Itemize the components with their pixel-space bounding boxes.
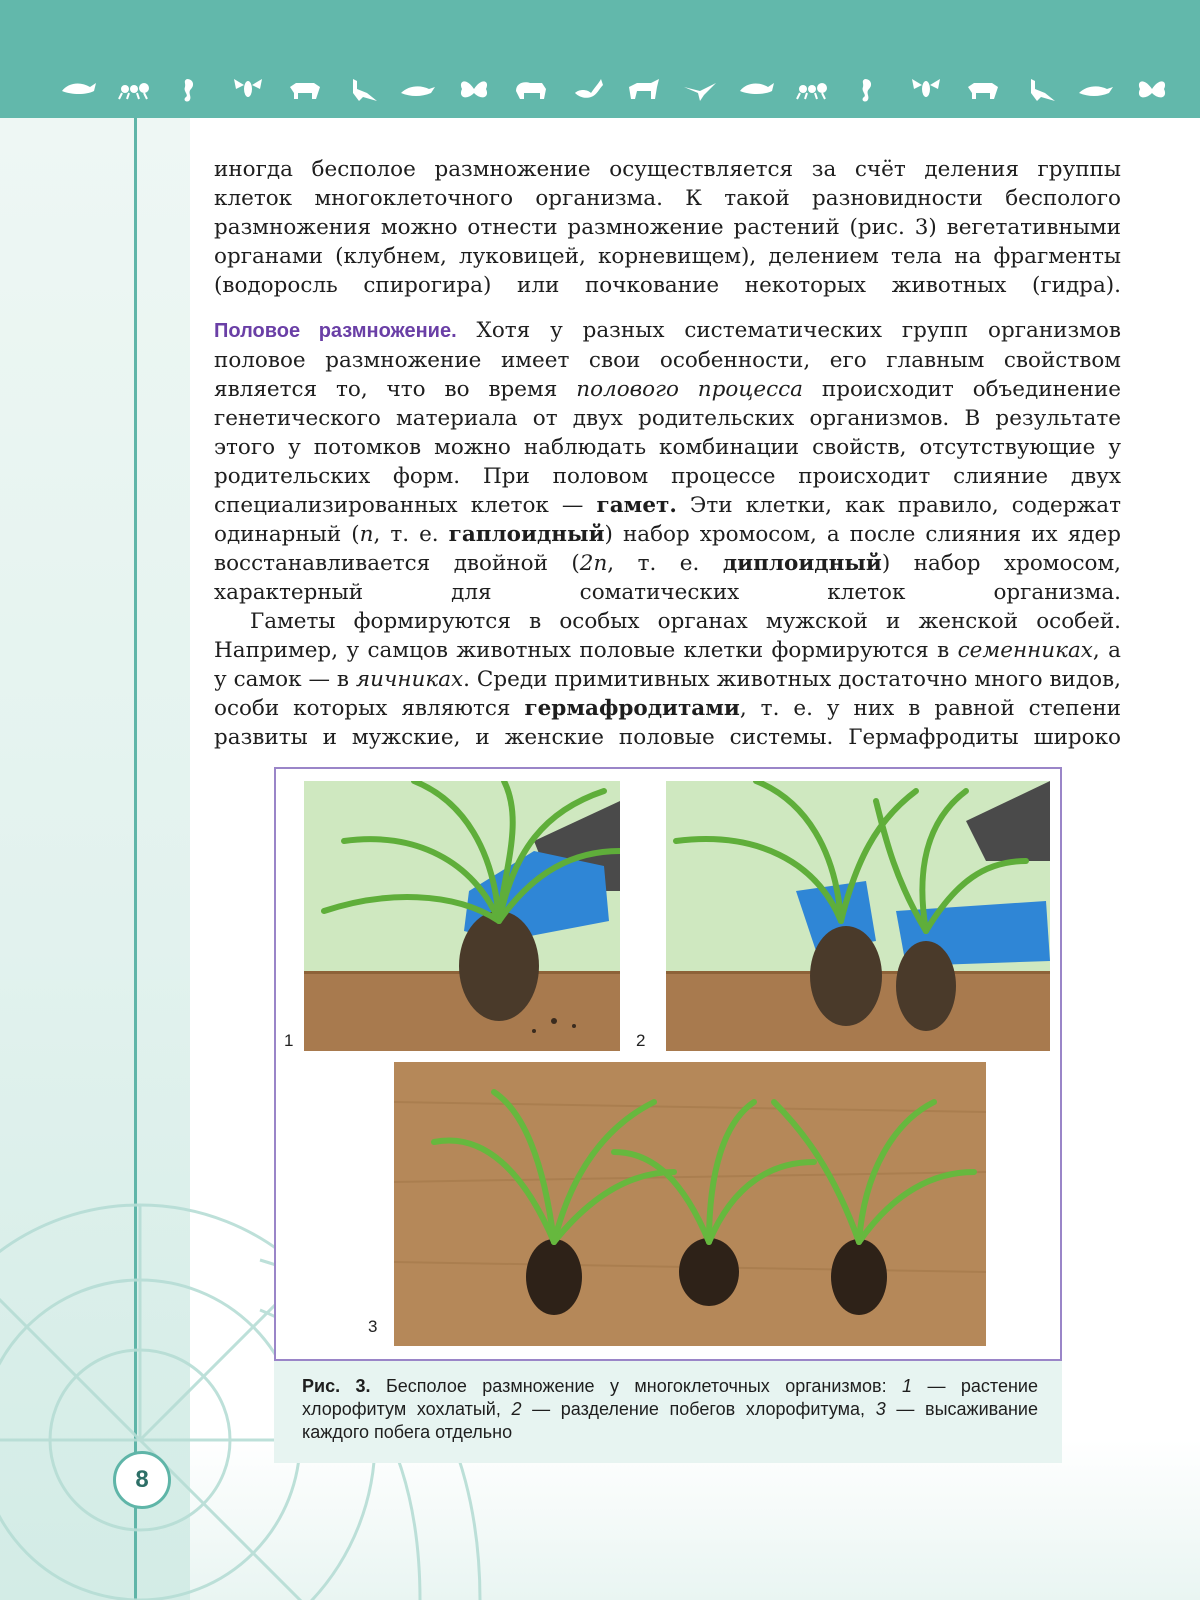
scorpion-icon <box>569 75 605 107</box>
photo-plant-whole <box>304 781 620 1051</box>
text-run: ) набор хромосом, а после слияния их ядер восстанавливается двойной ( <box>214 522 1121 576</box>
caption-text: Бесполое размножение у многоклеточных организмов: <box>370 1376 903 1396</box>
text-run: Гаметы формируются в особых органах мужской и женской особей. Например, у самцов животных половые клетки формируются в <box>214 609 1121 663</box>
paragraph-sexual-reproduction <box>214 316 1121 752</box>
butterfly-icon <box>456 75 492 107</box>
text-run: Эти клетки, как правило, содержат одинарный ( <box>214 493 1121 547</box>
text-run: . Среди примитивных животных достаточно много видов, особи которых являются <box>214 667 1121 721</box>
text-run: ) набор хромосом, характерный для соматических клеток организма. <box>214 551 1121 605</box>
italic-term: n <box>359 522 374 547</box>
page-number: 8 <box>113 1451 171 1509</box>
bold-term: гаплоидный <box>448 522 605 547</box>
bird-icon <box>682 75 718 107</box>
lizard-icon <box>1077 75 1113 107</box>
photo-label: 2 <box>636 1031 646 1050</box>
photo-plants-separated <box>394 1062 986 1346</box>
bold-term: гермафродитами <box>524 696 740 721</box>
caption-number: 3 <box>875 1399 886 1419</box>
dolphin-icon <box>60 75 96 107</box>
text-run: Хотя у разных систематических групп организмов половое размножение имеет свои особенности, его главным свойством является то, что во время <box>214 318 1121 402</box>
caption-text: — растение хлорофитум хохлатый, <box>302 1376 1038 1419</box>
caption-text: — высаживание каждого побега отдельно <box>302 1399 1038 1442</box>
figure-caption <box>274 1361 1062 1463</box>
paragraph-text <box>214 607 1121 752</box>
rhino-icon <box>964 75 1000 107</box>
paragraph-text: иногда бесполое размножение осуществляется за счёт деления группы клеток многоклеточного организма. К такой разновидности бесполого размножения можно отнести размножение растений (рис. 3) вегетативными органами (клубнем, луковицей, корневищем), делением тела на фрагменты (водоросль спирогира) или почкование некоторых животных (гидра). <box>214 157 1121 298</box>
insect-icon <box>908 75 944 107</box>
photo-label: 1 <box>284 1031 294 1050</box>
photo-label: 3 <box>368 1317 378 1336</box>
italic-term: полового процесса <box>576 377 803 402</box>
photo-plant-divided <box>666 781 1050 1051</box>
kangaroo-icon <box>343 75 379 107</box>
text-run: , а у самок — в <box>214 638 1121 692</box>
section-heading: Половое размножение. <box>214 320 457 342</box>
text-run: , т. е. <box>607 551 723 576</box>
figure-frame <box>274 767 1062 1361</box>
caption-number: 1 <box>902 1376 913 1396</box>
rhino-icon <box>286 75 322 107</box>
butterfly-icon <box>1134 75 1170 107</box>
text-run: происходит объединение генетического материала от двух родительских организмов. В результате этого у потомков можно наблюдать комбинации свойств, отсутствующие у родительских форм. При половом процессе происходит слияние двух специализированных клеток — <box>214 377 1121 518</box>
italic-term: 2n <box>579 551 608 576</box>
bison-icon <box>512 75 548 107</box>
italic-term: семенниках <box>957 638 1093 663</box>
italic-term: яичниках <box>355 667 464 692</box>
animal-icon-row <box>60 76 1170 106</box>
paragraph-asexual <box>214 155 1121 300</box>
kangaroo-icon <box>1021 75 1057 107</box>
bold-term: гамет. <box>596 493 677 518</box>
insect-icon <box>230 75 266 107</box>
paragraph-text <box>214 316 1121 607</box>
seahorse-icon <box>851 75 887 107</box>
seahorse-icon <box>173 75 209 107</box>
dolphin-icon <box>738 75 774 107</box>
caption-prefix: Рис. 3. <box>302 1376 371 1396</box>
lizard-icon <box>399 75 435 107</box>
horse-icon <box>625 75 661 107</box>
ant-icon <box>795 75 831 107</box>
text-run: , т. е. <box>373 522 449 547</box>
header-band <box>0 0 1200 118</box>
caption-number: 2 <box>511 1399 522 1419</box>
bold-term: диплоидный <box>722 551 882 576</box>
ant-icon <box>117 75 153 107</box>
text-run: , т. е. у них в равной степени развиты и мужские, и женские половые системы. Гермафродиты широко <box>214 696 1121 750</box>
caption-text: — разделение побегов хлорофитума, <box>521 1399 876 1419</box>
